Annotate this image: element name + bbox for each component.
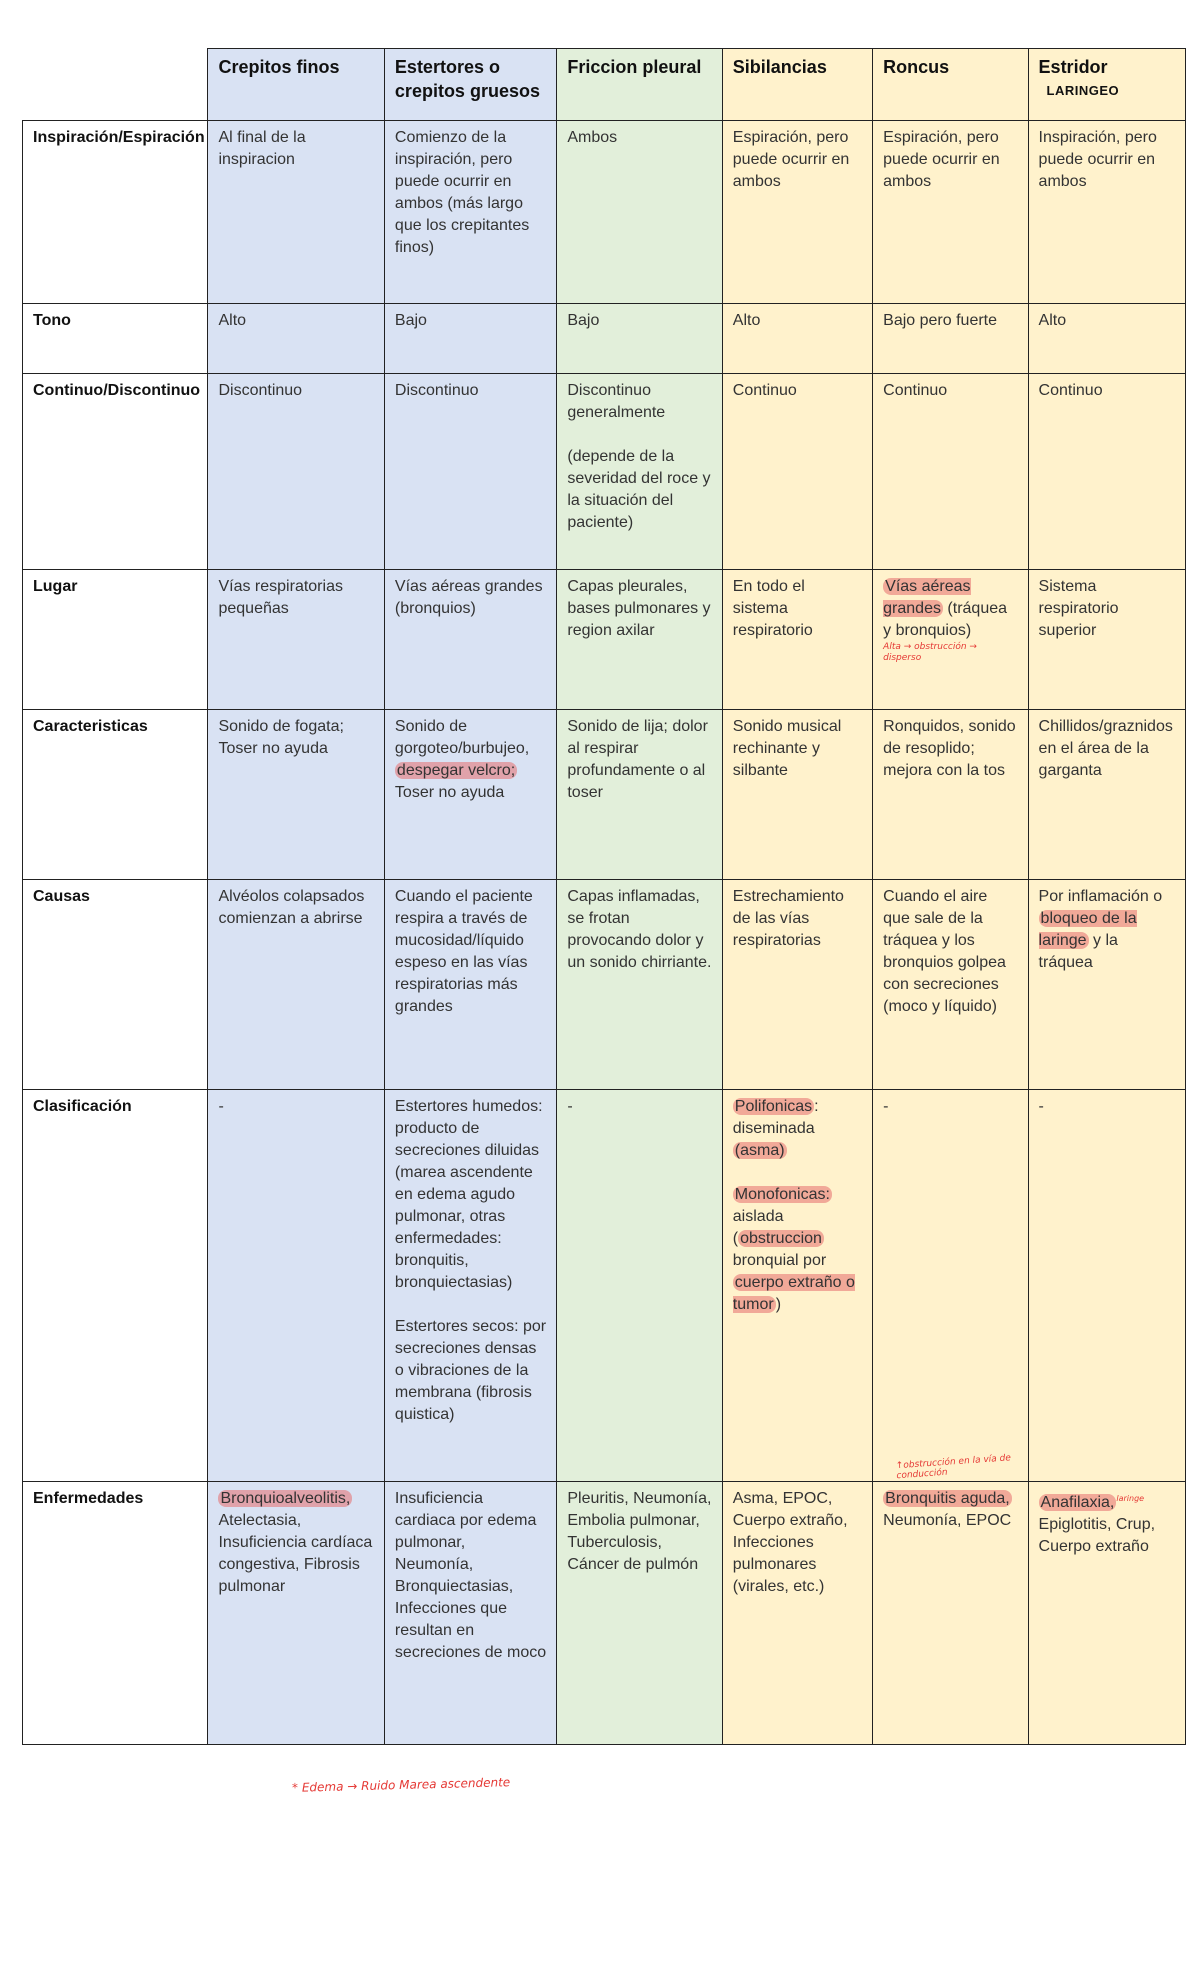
header-sibilancias: Sibilancias xyxy=(722,49,872,121)
row-enfermedades xyxy=(23,1482,1186,1745)
cell: Discontinuo xyxy=(384,374,556,570)
cell: Pleuritis, Neumonía, Embolia pulmonar, Tuberculosis, Cáncer de pulmón xyxy=(557,1482,722,1745)
cell: Sonido de lija; dolor al respirar profundamente o al toser xyxy=(557,710,722,880)
cell-text: aislada ( xyxy=(732,1208,784,1247)
header-row xyxy=(23,49,1186,121)
cell: Bajo xyxy=(384,304,556,374)
cell-text: Por inflamación o xyxy=(1038,888,1163,905)
cell-text: Epiglotitis, Crup, Cuerpo extraño xyxy=(1038,1516,1156,1556)
cell: Comienzo de la inspiración, pero puede ocurrir en ambos (más largo que los crepitantes finos) xyxy=(384,121,556,304)
cell: - xyxy=(873,1090,1028,1482)
cell xyxy=(557,374,722,570)
cell: Asma, EPOC, Cuerpo extraño, Infecciones pulmonares (virales, etc.) xyxy=(722,1482,872,1745)
cell: - xyxy=(557,1090,722,1482)
highlight: cuerpo extraño o tumor xyxy=(732,1274,855,1313)
highlight: Polifonicas xyxy=(734,1098,813,1115)
row-label: Causas xyxy=(23,880,208,1090)
header-estertores: Estertores o crepitos gruesos xyxy=(384,49,556,121)
row-clasificacion xyxy=(23,1090,1186,1482)
highlight: Monofonicas: xyxy=(734,1186,830,1203)
cell: Insuficiencia cardiaca por edema pulmonar, Neumonía, Bronquiectasias, Infecciones que resultan en secreciones de moco xyxy=(384,1482,556,1745)
handwritten-note-roncus: ↑obstrucción en la vía de conducción xyxy=(895,1453,1012,1482)
handwritten-note: Alta → obstrucción → disperso xyxy=(883,642,977,663)
cell xyxy=(208,1482,384,1745)
row-label: Enfermedades xyxy=(23,1482,208,1745)
cell: Bajo xyxy=(557,304,722,374)
cell: Discontinuo xyxy=(208,374,384,570)
cell: Inspiración, pero puede ocurrir en ambos xyxy=(1028,121,1185,304)
header-roncus: Roncus xyxy=(873,49,1028,121)
cell: Cuando el aire que sale de la tráquea y los bronquios golpea con secreciones (moco y líquido) xyxy=(873,880,1028,1090)
highlight: bloqueo de la laringe xyxy=(1038,910,1137,949)
row-tono xyxy=(23,304,1186,374)
cell: Continuo xyxy=(1028,374,1185,570)
cell: Ronquidos, sonido de resoplido; mejora con la tos xyxy=(873,710,1028,880)
cell: Chillidos/graznidos en el área de la garganta xyxy=(1028,710,1185,880)
cell: Continuo xyxy=(873,374,1028,570)
auscultation-table xyxy=(22,48,1186,1745)
cell-text: Estertores humedos: producto de secreciones diluidas (marea ascendente en edema agudo pulmonar, otras enfermedades: bronquitis, bronquiectasias) xyxy=(394,1098,543,1291)
cell-text: Discontinuo generalmente xyxy=(567,382,666,421)
row-label: Clasificación xyxy=(23,1090,208,1482)
cell: Continuo xyxy=(722,374,872,570)
cell-text: ) xyxy=(775,1296,782,1313)
cell-text: Toser no ayuda xyxy=(394,784,505,801)
row-continuo xyxy=(23,374,1186,570)
cell: Alvéolos colapsados comienzan a abrirse xyxy=(208,880,384,1090)
cell: Vías respiratorias pequeñas xyxy=(208,570,384,710)
row-label: Inspiración/Espiración xyxy=(23,121,208,304)
cell-text: bronquial por xyxy=(732,1252,827,1269)
cell xyxy=(384,1090,556,1482)
cell-text: Atelectasia, Insuficiencia cardíaca congestiva, Fibrosis pulmonar xyxy=(218,1512,373,1595)
row-label: Continuo/Discontinuo xyxy=(23,374,208,570)
row-lugar xyxy=(23,570,1186,710)
header-estridor-note: LARINGEO xyxy=(1046,83,1120,98)
highlight: obstruccion xyxy=(740,1230,822,1247)
cell xyxy=(384,710,556,880)
row-label: Caracteristicas xyxy=(23,710,208,880)
header-friccion: Friccion pleural xyxy=(557,49,722,121)
cell xyxy=(873,1482,1028,1745)
cell: Cuando el paciente respira a través de mucosidad/líquido espeso en las vías respiratorias más grandes xyxy=(384,880,556,1090)
header-estridor xyxy=(1028,49,1185,121)
cell xyxy=(1028,1482,1185,1745)
corner-cell xyxy=(23,49,208,121)
cell: Capas pleurales, bases pulmonares y region axilar xyxy=(557,570,722,710)
cell: Bajo pero fuerte xyxy=(873,304,1028,374)
cell: - xyxy=(1028,1090,1185,1482)
cell-text: y la tráquea xyxy=(1038,932,1118,971)
cell: Alto xyxy=(722,304,872,374)
cell-text: Neumonía, EPOC xyxy=(883,1512,1012,1529)
cell xyxy=(722,1090,872,1482)
handwritten-note-bottom: * Edema → Ruido Marea ascendente xyxy=(291,1775,511,1795)
cell: Sonido musical rechinante y silbante xyxy=(722,710,872,880)
cell: Espiración, pero puede ocurrir en ambos xyxy=(873,121,1028,304)
cell: Vías aéreas grandes (bronquios) xyxy=(384,570,556,710)
cell xyxy=(873,570,1028,710)
header-crepitos-finos: Crepitos finos xyxy=(208,49,384,121)
cell: Alto xyxy=(1028,304,1185,374)
highlight: Anafilaxia, xyxy=(1040,1494,1115,1512)
highlight: despegar velcro; xyxy=(396,762,516,779)
cell: Estrechamiento de las vías respiratorias xyxy=(722,880,872,1090)
highlight: (asma) xyxy=(734,1142,785,1159)
highlight: Bronquitis aguda, xyxy=(885,1490,1010,1507)
cell: Sistema respiratorio superior xyxy=(1028,570,1185,710)
row-inspiracion xyxy=(23,121,1186,304)
row-causas xyxy=(23,880,1186,1090)
highlight: Vías aéreas grandes xyxy=(883,578,971,617)
cell: Ambos xyxy=(557,121,722,304)
cell xyxy=(1028,880,1185,1090)
cell: - xyxy=(208,1090,384,1482)
cell: Capas inflamadas, se frotan provocando dolor y un sonido chirriante. xyxy=(557,880,722,1090)
cell-text: (tráquea y bronquios) xyxy=(883,600,1008,639)
row-label: Tono xyxy=(23,304,208,374)
cell: Espiración, pero puede ocurrir en ambos xyxy=(722,121,872,304)
cell: En todo el sistema respiratorio xyxy=(722,570,872,710)
handwritten-note: laringe xyxy=(1116,1494,1145,1503)
row-label: Lugar xyxy=(23,570,208,710)
header-estridor-label: Estridor xyxy=(1038,57,1108,77)
cell-text: : diseminada xyxy=(732,1098,819,1137)
cell-text: (depende de la severidad del roce y la situación del paciente) xyxy=(567,448,711,531)
cell: Al final de la inspiracion xyxy=(208,121,384,304)
row-caracteristicas xyxy=(23,710,1186,880)
cell-text: Sonido de gorgoteo/burbujeo, xyxy=(394,718,530,757)
cell: Alto xyxy=(208,304,384,374)
cell: Sonido de fogata; Toser no ayuda xyxy=(208,710,384,880)
cell-text: Estertores secos: por secreciones densas o vibraciones de la membrana (fibrosis quistica) xyxy=(394,1318,547,1423)
highlight: Bronquioalveolitis, xyxy=(220,1490,351,1507)
